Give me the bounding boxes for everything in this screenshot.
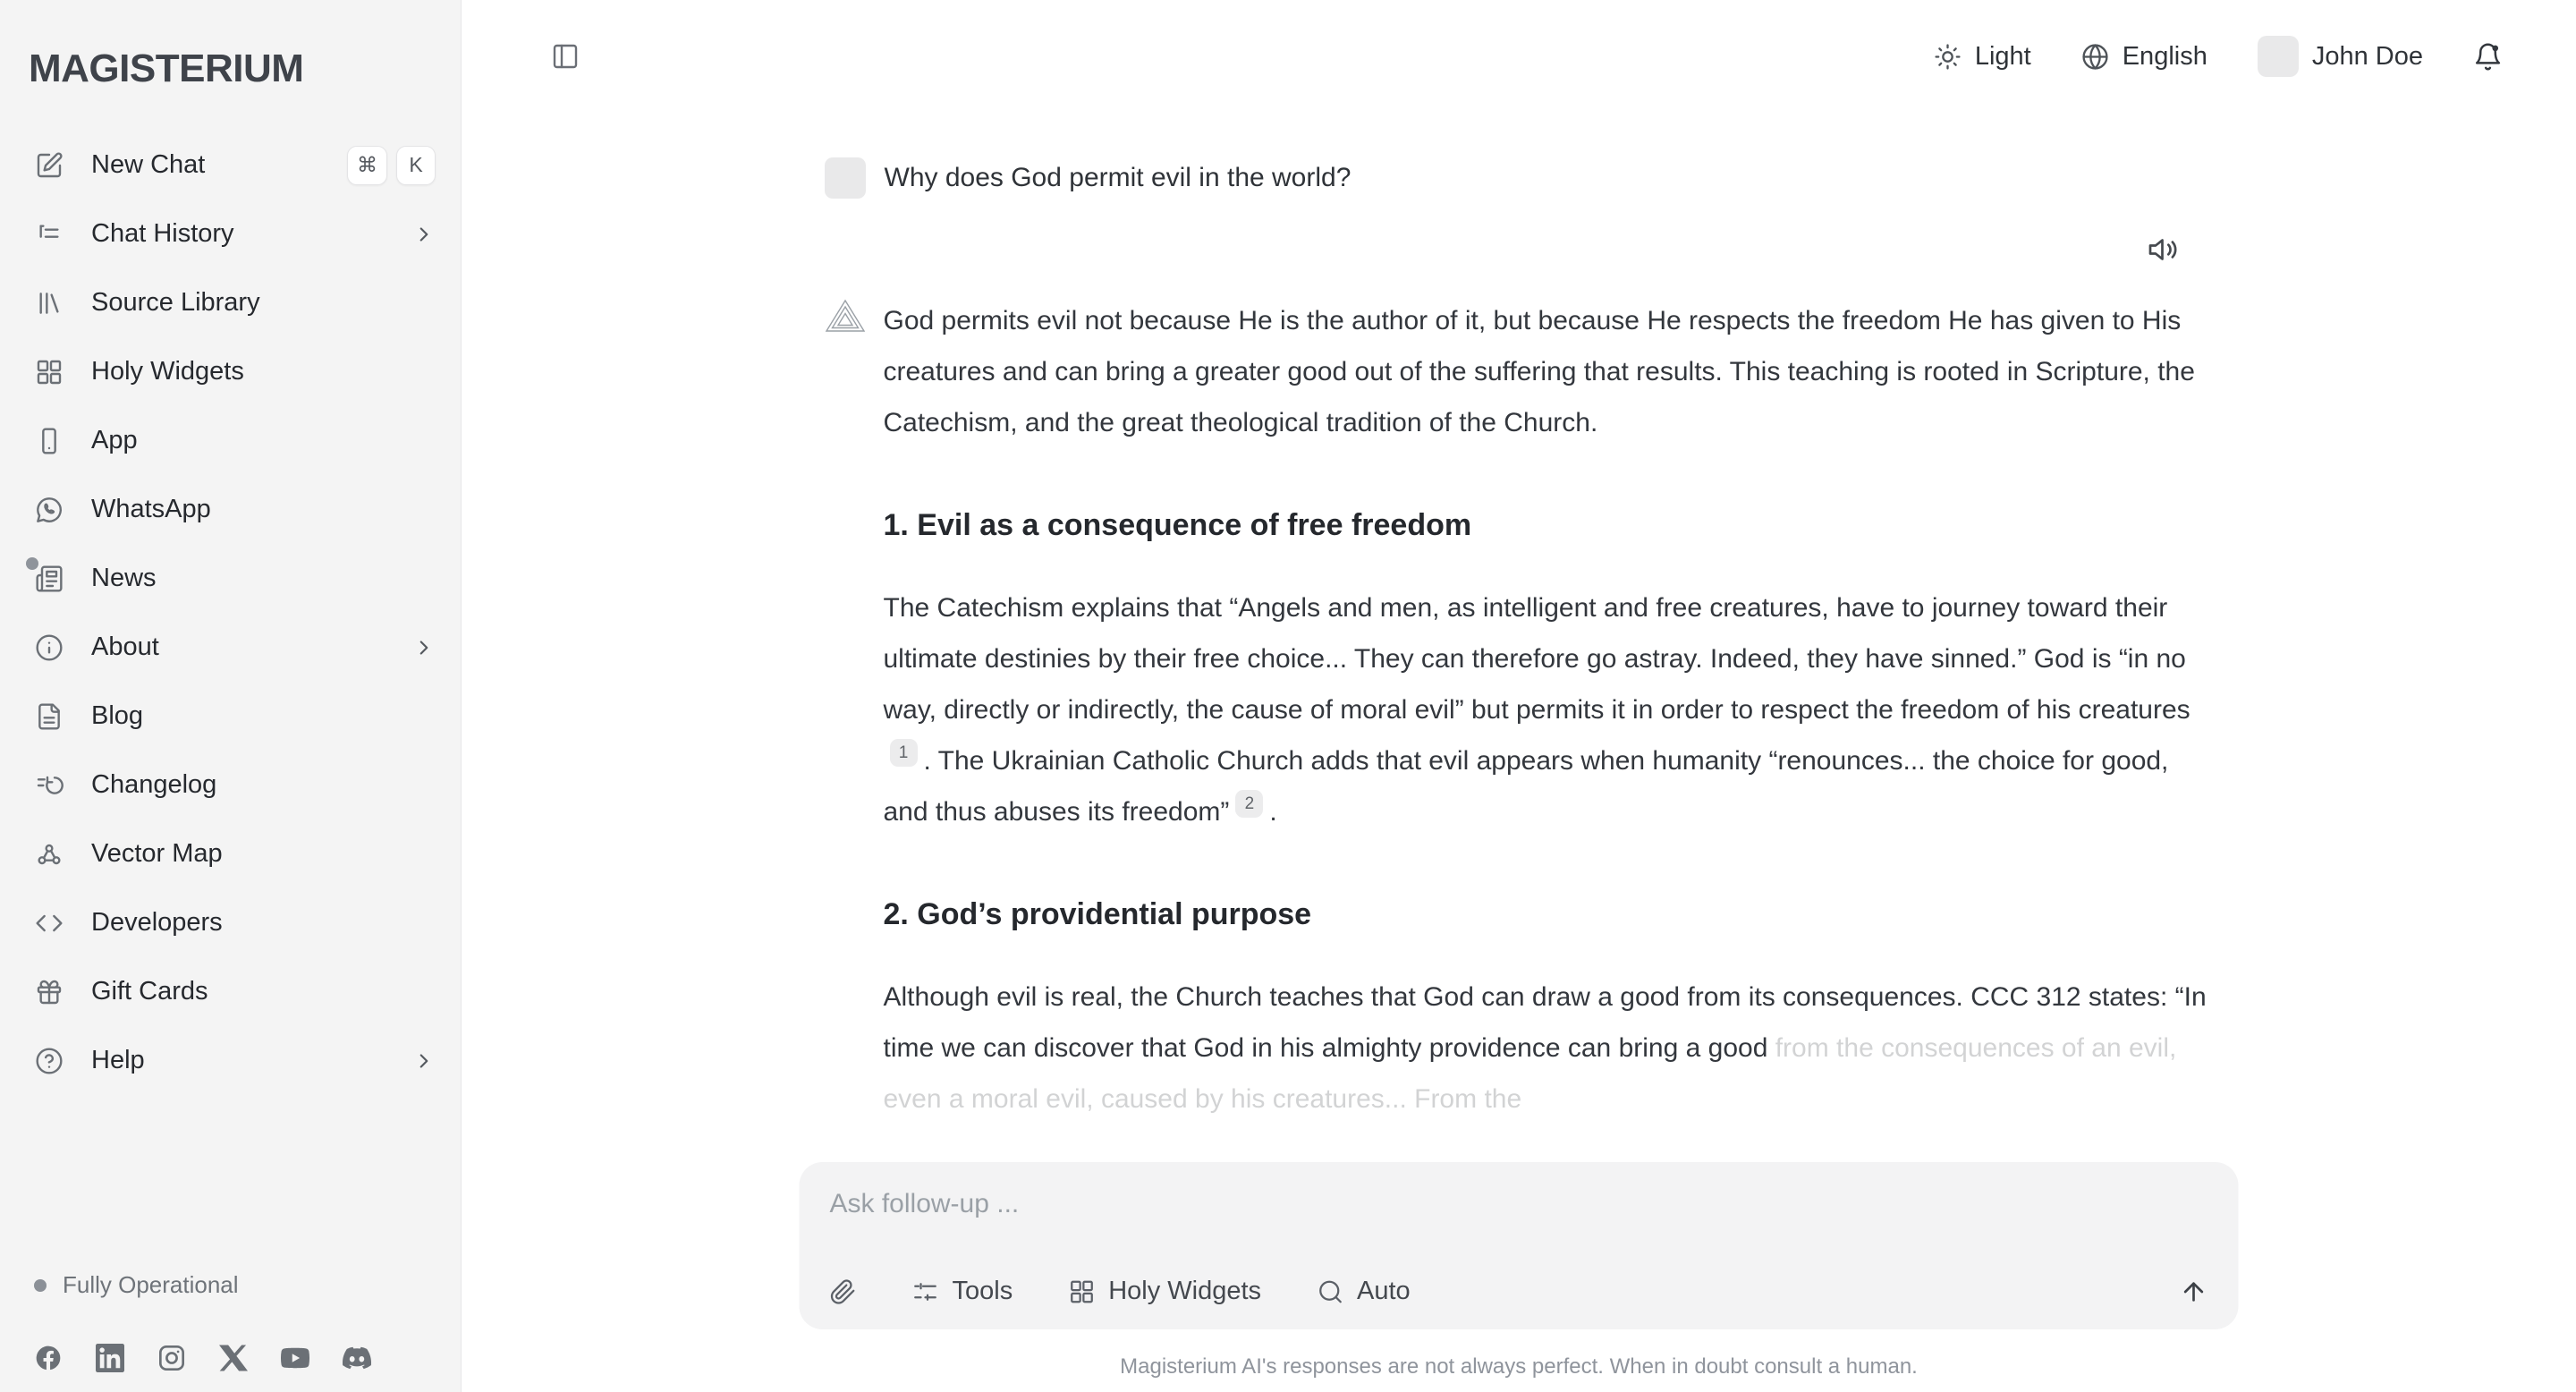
status-dot xyxy=(34,1279,47,1292)
help-circle-icon xyxy=(34,1046,64,1076)
sidebar-item-changelog[interactable] xyxy=(0,751,461,819)
answer-intro: God permits evil not because He is the author of it, but because He respects the freedom He has given to His creatures and can bring a greater good out of the suffering that results. This teaching is rooted in Scripture, the Catechism, and the great theological tradition of the Church. xyxy=(883,306,2195,437)
sidebar-item-label: Developers xyxy=(91,908,223,937)
code-icon xyxy=(34,908,64,938)
sidebar-item-label: WhatsApp xyxy=(91,495,211,523)
discord-icon[interactable] xyxy=(343,1344,371,1372)
search-icon xyxy=(1317,1278,1343,1305)
user-message xyxy=(825,157,2214,199)
sidebar-item-label: Blog xyxy=(91,701,144,730)
panel-left-icon xyxy=(551,42,580,71)
x-icon[interactable] xyxy=(219,1344,248,1372)
theme-label: Light xyxy=(1974,41,2031,71)
square-pen-icon xyxy=(34,150,64,181)
user-menu[interactable] xyxy=(2258,36,2423,77)
user-message-text: Why does God permit evil in the world? xyxy=(884,163,1352,192)
gift-icon xyxy=(34,977,64,1007)
sidebar-item-developers[interactable] xyxy=(0,888,461,957)
holy-widgets-label: Holy Widgets xyxy=(1108,1277,1262,1305)
sidebar-item-label: Holy Widgets xyxy=(91,357,244,386)
sidebar-item-label: Vector Map xyxy=(91,839,223,868)
assistant-message-body xyxy=(884,295,2214,1125)
chevron-right-icon xyxy=(412,223,436,246)
newspaper-icon xyxy=(34,564,64,594)
sidebar-item-label: Chat History xyxy=(91,219,234,248)
tools-label: Tools xyxy=(952,1277,1013,1305)
main-header xyxy=(462,0,2576,95)
status-label: Fully Operational xyxy=(63,1271,239,1298)
sidebar-item-help[interactable] xyxy=(0,1026,461,1095)
user-avatar xyxy=(2258,36,2299,77)
sidebar-item-source-library[interactable] xyxy=(0,268,461,337)
sidebar-item-label: Source Library xyxy=(91,288,260,317)
sidebar-item-app[interactable] xyxy=(0,406,461,475)
facebook-icon[interactable] xyxy=(34,1344,63,1372)
theme-toggle[interactable] xyxy=(1934,42,2031,72)
smartphone-icon xyxy=(34,426,64,456)
notifications-button[interactable] xyxy=(2473,42,2503,72)
sidebar-item-news[interactable] xyxy=(0,544,461,613)
chevron-right-icon xyxy=(412,1049,436,1073)
user-message-avatar xyxy=(825,157,866,199)
sidebar-item-whatsapp[interactable] xyxy=(0,475,461,544)
main-area xyxy=(462,0,2576,1392)
youtube-icon[interactable] xyxy=(281,1344,309,1372)
sidebar-footer xyxy=(0,1271,461,1392)
speaker-icon xyxy=(2148,233,2180,266)
instagram-icon[interactable] xyxy=(157,1344,186,1372)
sidebar-item-gift-cards[interactable] xyxy=(0,957,461,1026)
system-status xyxy=(34,1271,461,1299)
sidebar-item-blog[interactable] xyxy=(0,682,461,751)
language-selector[interactable] xyxy=(2081,42,2207,72)
notification-dot xyxy=(26,557,38,570)
citation-badge-1[interactable]: 1 xyxy=(890,739,918,767)
sidebar-item-label: Gift Cards xyxy=(91,977,208,1006)
document-icon xyxy=(34,701,64,732)
sidebar-item-new-chat[interactable] xyxy=(0,131,461,199)
sidebar-item-about[interactable] xyxy=(0,613,461,682)
holy-widgets-button[interactable] xyxy=(1068,1277,1261,1306)
language-label: English xyxy=(2122,41,2207,71)
bell-icon xyxy=(2473,42,2503,72)
sidebar-item-chat-history[interactable] xyxy=(0,199,461,268)
citation-badge-2[interactable]: 2 xyxy=(1235,790,1263,818)
sidebar-item-label: App xyxy=(91,426,138,454)
send-button[interactable] xyxy=(2180,1277,2208,1306)
answer-section2-paragraph: Although evil is real, the Church teaches that God can draw a good from its consequences. CCC 312 states: “In time we can discover that God in his almighty providence can bring a good from the consequences of an evil, even a moral evil, caused by his creatures... From the xyxy=(883,982,2207,1114)
answer-section2-heading: 2. God’s providential purpose xyxy=(883,897,1312,931)
social-links xyxy=(34,1344,461,1372)
paperclip-icon xyxy=(830,1278,857,1305)
search-mode-label: Auto xyxy=(1357,1277,1411,1305)
sidebar-item-label: New Chat xyxy=(91,150,206,179)
sidebar xyxy=(0,0,462,1392)
grid-icon xyxy=(34,357,64,387)
magisterium-triangle-icon xyxy=(825,295,884,1125)
assistant-message xyxy=(825,295,2214,1125)
sidebar-item-vector-map[interactable] xyxy=(0,819,461,888)
whatsapp-icon xyxy=(34,495,64,525)
sidebar-item-label: News xyxy=(91,564,157,592)
sliders-icon xyxy=(912,1278,939,1305)
network-icon xyxy=(34,839,64,870)
read-aloud-button[interactable] xyxy=(2148,233,2180,266)
brand-logo[interactable]: MAGISTERIUM xyxy=(29,47,304,90)
answer-section1-heading: 1. Evil as a consequence of free freedom xyxy=(883,508,1472,542)
globe-icon xyxy=(2081,43,2109,71)
sidebar-item-holy-widgets[interactable] xyxy=(0,337,461,406)
list-tree-icon xyxy=(34,219,64,250)
kbd-cmd: ⌘ xyxy=(347,146,387,185)
sidebar-item-label: Help xyxy=(91,1046,145,1074)
answer-truncated-text: from the consequences of an evil, even a moral evil, caused by his creatures... From the xyxy=(883,1033,2177,1114)
library-icon xyxy=(34,288,64,318)
user-name: John Doe xyxy=(2311,41,2423,71)
info-circle-icon xyxy=(34,632,64,663)
sidebar-item-label: About xyxy=(91,632,159,661)
search-mode-button[interactable] xyxy=(1317,1277,1411,1306)
arrow-up-icon xyxy=(2180,1277,2208,1306)
sidebar-toggle-button[interactable] xyxy=(551,42,580,71)
linkedin-icon[interactable] xyxy=(96,1344,124,1372)
grid-icon xyxy=(1068,1278,1095,1305)
sidebar-item-label: Changelog xyxy=(91,770,217,799)
attach-file-button[interactable] xyxy=(830,1278,857,1305)
sidebar-nav xyxy=(0,131,461,1095)
followup-input[interactable] xyxy=(830,1189,2131,1243)
kbd-k: K xyxy=(396,146,436,185)
answer-section1-paragraph: The Catechism explains that “Angels and men, as intelligent and free creatures, have to journey toward their ultimate destinies by their free choice... They can therefore go astray. Indeed, they have sinned.” God is “in no way, directly or indirectly, the cause of moral evil” but permits it in order to respect the freedom of his creatures$^1$ . The Ukrainian Catholic Church adds that evil appears when humanity “renounces... the choice for good, and thus abuses its freedom” $^2$ . xyxy=(883,593,2190,827)
history-icon xyxy=(34,770,64,801)
sun-icon xyxy=(1934,43,1962,71)
disclaimer-text: Magisterium AI's responses are not always perfect. When in doubt consult a human. xyxy=(1120,1354,1918,1379)
chevron-right-icon xyxy=(412,636,436,659)
composer xyxy=(800,1162,2239,1329)
tools-button[interactable] xyxy=(912,1277,1013,1306)
